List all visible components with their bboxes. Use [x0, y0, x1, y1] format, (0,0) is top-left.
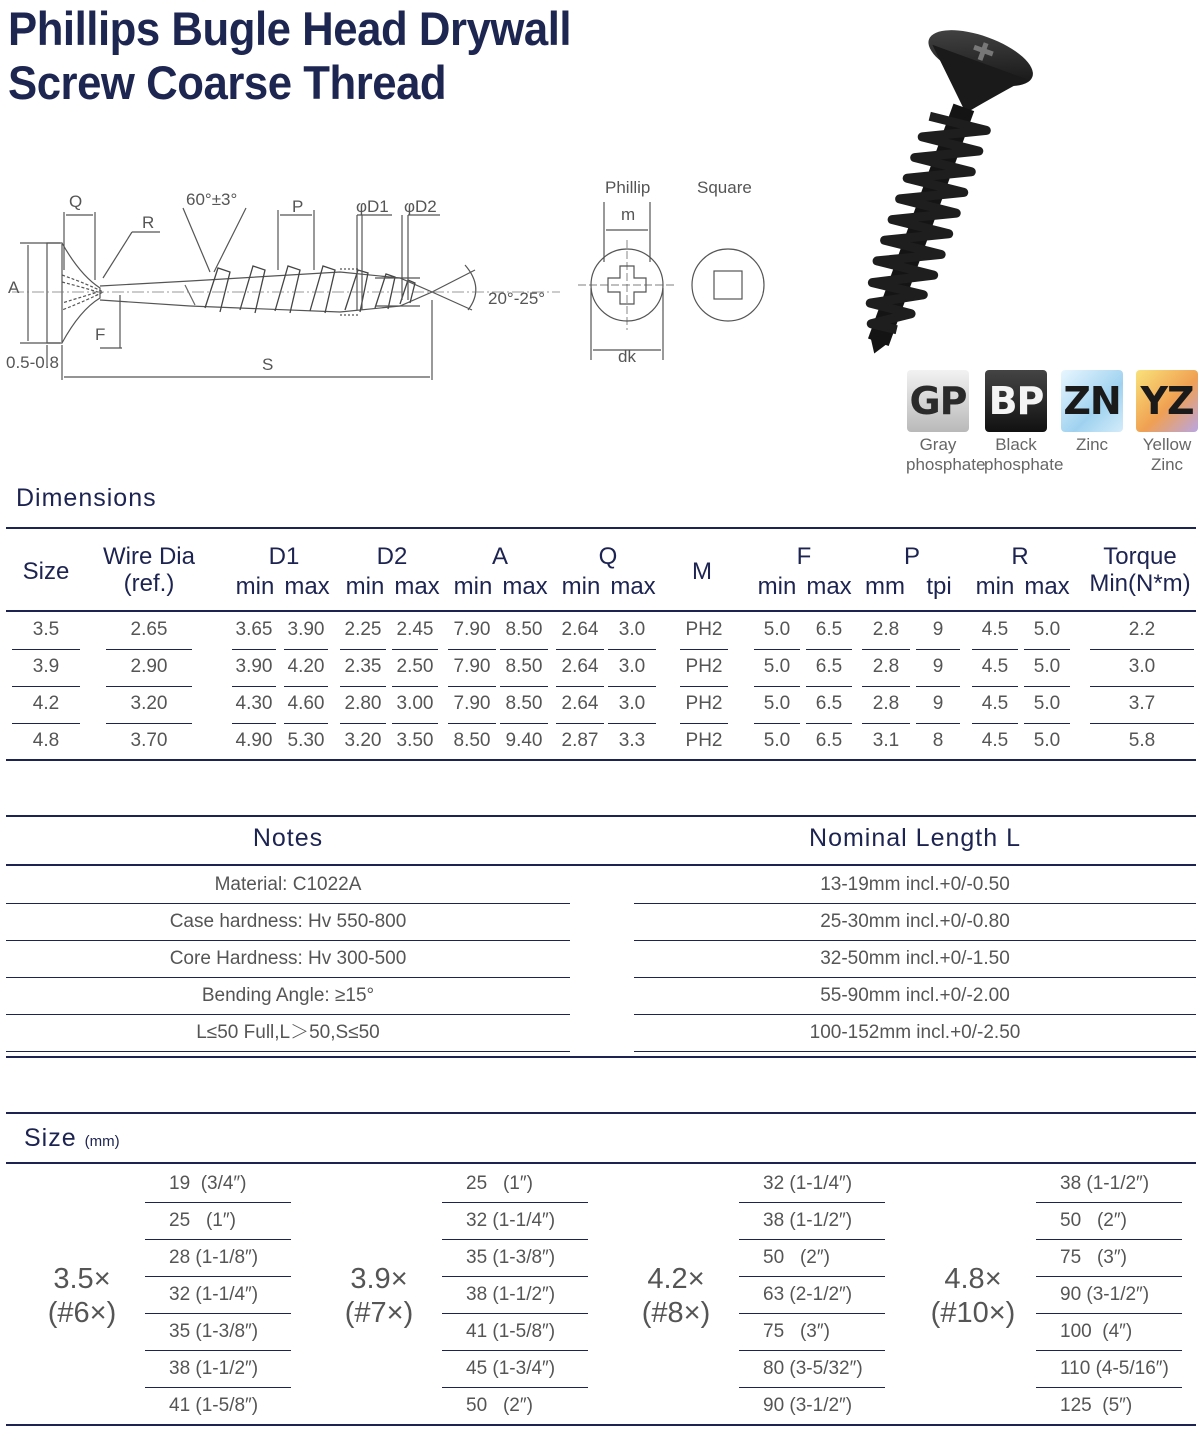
- size-length-item: 35 (1-3/8″): [442, 1240, 588, 1277]
- size-length-item: 90 (3-1/2″): [763, 1395, 853, 1416]
- dimensions-cell: PH2: [678, 689, 730, 726]
- size-length-item: 38 (1-1/2″): [145, 1351, 291, 1388]
- label-dk: dk: [618, 347, 636, 366]
- coating-gp: [906, 370, 986, 475]
- dimensions-cell: 2.87: [561, 730, 599, 751]
- size-length-item: 32 (1-1/4″): [442, 1203, 588, 1240]
- header-q-max: max: [610, 573, 656, 600]
- notes-title: Notes: [252, 824, 324, 852]
- dimensions-cell: 2.64: [554, 689, 606, 726]
- coating-bp-label-2: phosphate: [984, 455, 1064, 474]
- dimensions-cell: 2.80: [338, 689, 388, 726]
- header-d1: D1: [268, 543, 300, 570]
- dimensions-cell: 8.50: [498, 689, 550, 726]
- dimensions-cell: 2.45: [390, 615, 440, 652]
- nominal-item: 13-19mm incl.+0/-0.50: [634, 867, 1196, 904]
- dimensions-bottom-rule: [6, 759, 1196, 761]
- coating-zn-badge: ZN: [1061, 370, 1123, 432]
- size-length-item: 38 (1-1/2″): [442, 1277, 588, 1314]
- coating-zn-label-1: Zinc: [1075, 435, 1109, 454]
- nominal-item: 55-90mm incl.+0/-2.00: [634, 978, 1196, 1015]
- page-title: [8, 2, 571, 110]
- sizes-top-rule: [6, 1112, 1196, 1114]
- size-length-item: 35 (1-3/8″): [145, 1314, 291, 1351]
- dimensions-cell: 2.50: [390, 652, 440, 689]
- header-f-max: max: [806, 573, 852, 600]
- nominal-item: 100-152mm incl.+0/-2.50: [634, 1015, 1196, 1052]
- label-r: R: [142, 213, 155, 232]
- dimensions-cell: 3.90: [282, 615, 330, 652]
- coating-gp-label-1: Gray: [919, 435, 957, 454]
- label-f: F: [95, 325, 106, 344]
- coating-yz-badge: YZ: [1136, 370, 1198, 432]
- coating-gp-badge: GP: [907, 370, 969, 432]
- dimensions-cell: 5.0: [752, 615, 802, 652]
- coating-yz: [1135, 370, 1199, 475]
- dimensions-cell: 3.7: [1088, 689, 1196, 726]
- notes-top-rule: [6, 815, 1196, 817]
- nominal-item: 32-50mm incl.+0/-1.50: [634, 941, 1196, 978]
- note-item: Core Hardness: Hv 300-500: [6, 941, 570, 978]
- header-q: Q: [598, 543, 618, 570]
- dimensions-cell: 2.25: [338, 615, 388, 652]
- size-length-item: 25 (1″): [442, 1166, 588, 1203]
- dimensions-cell: 6.5: [804, 652, 854, 689]
- coating-bp: [984, 370, 1064, 475]
- header-a: A: [491, 543, 508, 570]
- dimensions-cell: 3.65: [230, 615, 278, 652]
- dimensions-header-rule: [6, 610, 1196, 612]
- dimensions-cell: 2.64: [554, 652, 606, 689]
- sizes-unit: (mm): [84, 1133, 120, 1150]
- dimensions-cell: 4.30: [230, 689, 278, 726]
- note-item: Material: C1022A: [6, 867, 570, 904]
- size-length-item: 75 (3″): [739, 1314, 885, 1351]
- dimensions-cell: 4.60: [282, 689, 330, 726]
- size-length-item: 28 (1-1/8″): [145, 1240, 291, 1277]
- dimensions-cell: 4.5: [981, 730, 1009, 751]
- size-length-item: 32 (1-1/4″): [739, 1166, 885, 1203]
- nominal-item: 25-30mm incl.+0/-0.80: [634, 904, 1196, 941]
- note-item: Bending Angle: ≥15°: [6, 978, 570, 1015]
- dimensions-cell: 7.90: [446, 615, 498, 652]
- header-d2-max: max: [394, 573, 440, 600]
- coating-zn: [1060, 370, 1124, 455]
- size-length-item: 50 (2″): [1036, 1203, 1182, 1240]
- label-m: m: [621, 205, 636, 224]
- note-item: Case hardness: Hv 550-800: [6, 904, 570, 941]
- header-d2: D2: [376, 543, 408, 570]
- coating-options: [900, 370, 1200, 485]
- size-length-item: 63 (2-1/2″): [739, 1277, 885, 1314]
- dimensions-cell: 2.2: [1088, 615, 1196, 652]
- dimensions-cell: PH2: [685, 730, 723, 751]
- size-length-item: 125 (5″): [1060, 1395, 1133, 1416]
- header-torque: Torque: [1103, 543, 1177, 570]
- size-group-gauge: (#6×): [47, 1297, 117, 1329]
- label-phillip: Phillip: [605, 178, 651, 197]
- size-length-item: 38 (1-1/2″): [1036, 1166, 1182, 1203]
- dimensions-cell: 3.00: [390, 689, 440, 726]
- dimensions-cell: 5.0: [1022, 615, 1072, 652]
- header-d1-max: max: [284, 573, 330, 600]
- dimensions-cell: PH2: [678, 652, 730, 689]
- header-q-min: min: [561, 573, 601, 600]
- note-item: L≤50 Full,L＞50,S≤50: [6, 1015, 570, 1052]
- dimensions-cell: 3.5: [10, 615, 82, 652]
- dimensions-title: Dimensions: [16, 484, 157, 512]
- dimensions-cell: 2.90: [104, 652, 194, 689]
- size-length-item: 19 (3/4″): [145, 1166, 291, 1203]
- label-s: S: [262, 355, 274, 374]
- size-group-label: 4.2×: [647, 1263, 705, 1295]
- notes-bottom-rule: [6, 1056, 1196, 1058]
- screw-photo: [860, 20, 1040, 375]
- sizes-title: [24, 1124, 120, 1153]
- dimensions-cell: 4.5: [970, 689, 1020, 726]
- dimensions-cell: 9: [914, 652, 962, 689]
- label-angle: 60°±3°: [186, 190, 238, 209]
- size-length-item: 50 (2″): [739, 1240, 885, 1277]
- dimensions-cell: 7.90: [446, 689, 498, 726]
- dimensions-cell: 6.5: [815, 730, 843, 751]
- dimensions-cell: 3.9: [10, 652, 82, 689]
- coating-yz-label-2: Zinc: [1150, 455, 1184, 474]
- size-length-item: 41 (1-5/8″): [169, 1395, 259, 1416]
- dimensions-cell: 4.2: [10, 689, 82, 726]
- size-group-label: 3.5×: [53, 1263, 111, 1295]
- header-f-min: min: [757, 573, 797, 600]
- dimensions-cell: 9: [914, 615, 962, 652]
- dimensions-cell: 5.0: [763, 730, 791, 751]
- size-group-gauge: (#7×): [344, 1297, 414, 1329]
- dimensions-cell: 3.0: [606, 689, 658, 726]
- dimensions-cell: 2.65: [104, 615, 194, 652]
- dimensions-cell: 3.20: [344, 730, 382, 751]
- nominal-title: Nominal Length L: [809, 824, 1021, 852]
- dimensions-cell: 4.20: [282, 652, 330, 689]
- title-line-2: Screw Coarse Thread: [8, 56, 447, 109]
- dimensions-cell: 5.8: [1128, 730, 1156, 751]
- header-a-min: min: [453, 573, 493, 600]
- dimensions-cell: 4.5: [970, 615, 1020, 652]
- coating-bp-badge: BP: [985, 370, 1047, 432]
- dimensions-cell: PH2: [678, 615, 730, 652]
- size-length-item: 50 (2″): [466, 1395, 533, 1416]
- dimensions-cell: 8.50: [498, 615, 550, 652]
- header-r-max: max: [1024, 573, 1070, 600]
- header-d1-min: min: [235, 573, 275, 600]
- size-length-item: 75 (3″): [1036, 1240, 1182, 1277]
- dimensions-cell: 6.5: [804, 689, 854, 726]
- header-f: F: [796, 543, 812, 570]
- dimensions-cell: 4.90: [235, 730, 273, 751]
- title-line-1: Phillips Bugle Head Drywall: [8, 2, 572, 55]
- size-group-label: 4.8×: [944, 1263, 1002, 1295]
- dimensions-cell: 3.1: [872, 730, 900, 751]
- dimensions-cell: 8: [932, 730, 944, 751]
- dimensions-cell: 2.64: [554, 615, 606, 652]
- coating-yz-label-1: Yellow: [1142, 435, 1192, 454]
- sizes-title-text: Size: [24, 1124, 77, 1152]
- dimensions-cell: 4.8: [32, 730, 60, 751]
- dimensions-cell: 3.20: [104, 689, 194, 726]
- dimensions-cell: 8.50: [453, 730, 491, 751]
- header-torque-unit: Min(N*m): [1089, 570, 1191, 597]
- dimensions-cell: 5.30: [287, 730, 325, 751]
- label-d2: φD2: [404, 197, 437, 216]
- header-wire-dia: Wire Dia: [102, 543, 195, 570]
- dimensions-cell: 3.0: [606, 652, 658, 689]
- dimensions-cell: 4.5: [970, 652, 1020, 689]
- dimensions-cell: 5.0: [1033, 730, 1061, 751]
- header-wire-ref: (ref.): [123, 570, 175, 597]
- label-tip-angle: 20°-25°: [488, 289, 546, 308]
- header-p: P: [903, 543, 920, 570]
- dimensions-top-rule: [6, 527, 1196, 529]
- size-length-item: 90 (3-1/2″): [1036, 1277, 1182, 1314]
- dimensions-cell: 6.5: [804, 615, 854, 652]
- sizes-header-rule: [6, 1162, 1196, 1164]
- dimensions-cell: 5.0: [1022, 652, 1072, 689]
- size-group-gauge: (#8×): [641, 1297, 711, 1329]
- label-a: A: [8, 278, 20, 297]
- dimensions-cell: 9: [914, 689, 962, 726]
- size-length-item: 38 (1-1/2″): [739, 1203, 885, 1240]
- size-group-gauge: (#10×): [930, 1297, 1016, 1329]
- size-length-item: 110 (4-5/16″): [1036, 1351, 1182, 1388]
- notes-header-rule: [6, 864, 1196, 866]
- dimensions-cell: 3.70: [130, 730, 168, 751]
- size-length-item: 45 (1-3/4″): [442, 1351, 588, 1388]
- label-square: Square: [697, 178, 752, 197]
- dimensions-cell: 3.3: [618, 730, 646, 751]
- sizes-bottom-rule: [6, 1424, 1196, 1426]
- dimensions-cell: 8.50: [498, 652, 550, 689]
- dimensions-cell: 2.8: [860, 652, 912, 689]
- dimensions-cell: 2.8: [860, 689, 912, 726]
- coating-bp-label-1: Black: [995, 435, 1037, 454]
- header-d2-min: min: [345, 573, 385, 600]
- dimensions-cell: 2.8: [860, 615, 912, 652]
- label-d1: φD1: [356, 197, 389, 216]
- header-p-mm: mm: [865, 573, 905, 600]
- dimensions-cell: 3.90: [230, 652, 278, 689]
- screw-dimension-diagram: [0, 160, 800, 400]
- label-p: P: [292, 197, 304, 216]
- header-m: M: [692, 558, 712, 585]
- size-length-item: 80 (3-5/32″): [739, 1351, 885, 1388]
- header-r-min: min: [975, 573, 1015, 600]
- dimensions-cell: 5.0: [1022, 689, 1072, 726]
- dimensions-cell: 2.35: [338, 652, 388, 689]
- header-r: R: [1011, 543, 1029, 570]
- dimensions-cell: 5.0: [752, 689, 802, 726]
- header-a-max: max: [502, 573, 548, 600]
- size-length-item: 25 (1″): [145, 1203, 291, 1240]
- coating-gp-label-2: phosphate: [906, 455, 986, 474]
- label-q: Q: [69, 192, 83, 211]
- size-length-item: 32 (1-1/4″): [145, 1277, 291, 1314]
- dimensions-cell: 3.50: [396, 730, 434, 751]
- label-edge: 0.5-0.8: [6, 353, 59, 372]
- dimensions-cell: 7.90: [446, 652, 498, 689]
- dimensions-cell: 3.0: [1088, 652, 1196, 689]
- dimensions-cell: 3.0: [606, 615, 658, 652]
- size-group-label: 3.9×: [350, 1263, 408, 1295]
- header-p-tpi: tpi: [926, 573, 952, 600]
- dimensions-cell: 9.40: [505, 730, 543, 751]
- size-length-item: 41 (1-5/8″): [442, 1314, 588, 1351]
- header-size: Size: [22, 558, 70, 585]
- dimensions-cell: 5.0: [752, 652, 802, 689]
- size-length-item: 100 (4″): [1036, 1314, 1182, 1351]
